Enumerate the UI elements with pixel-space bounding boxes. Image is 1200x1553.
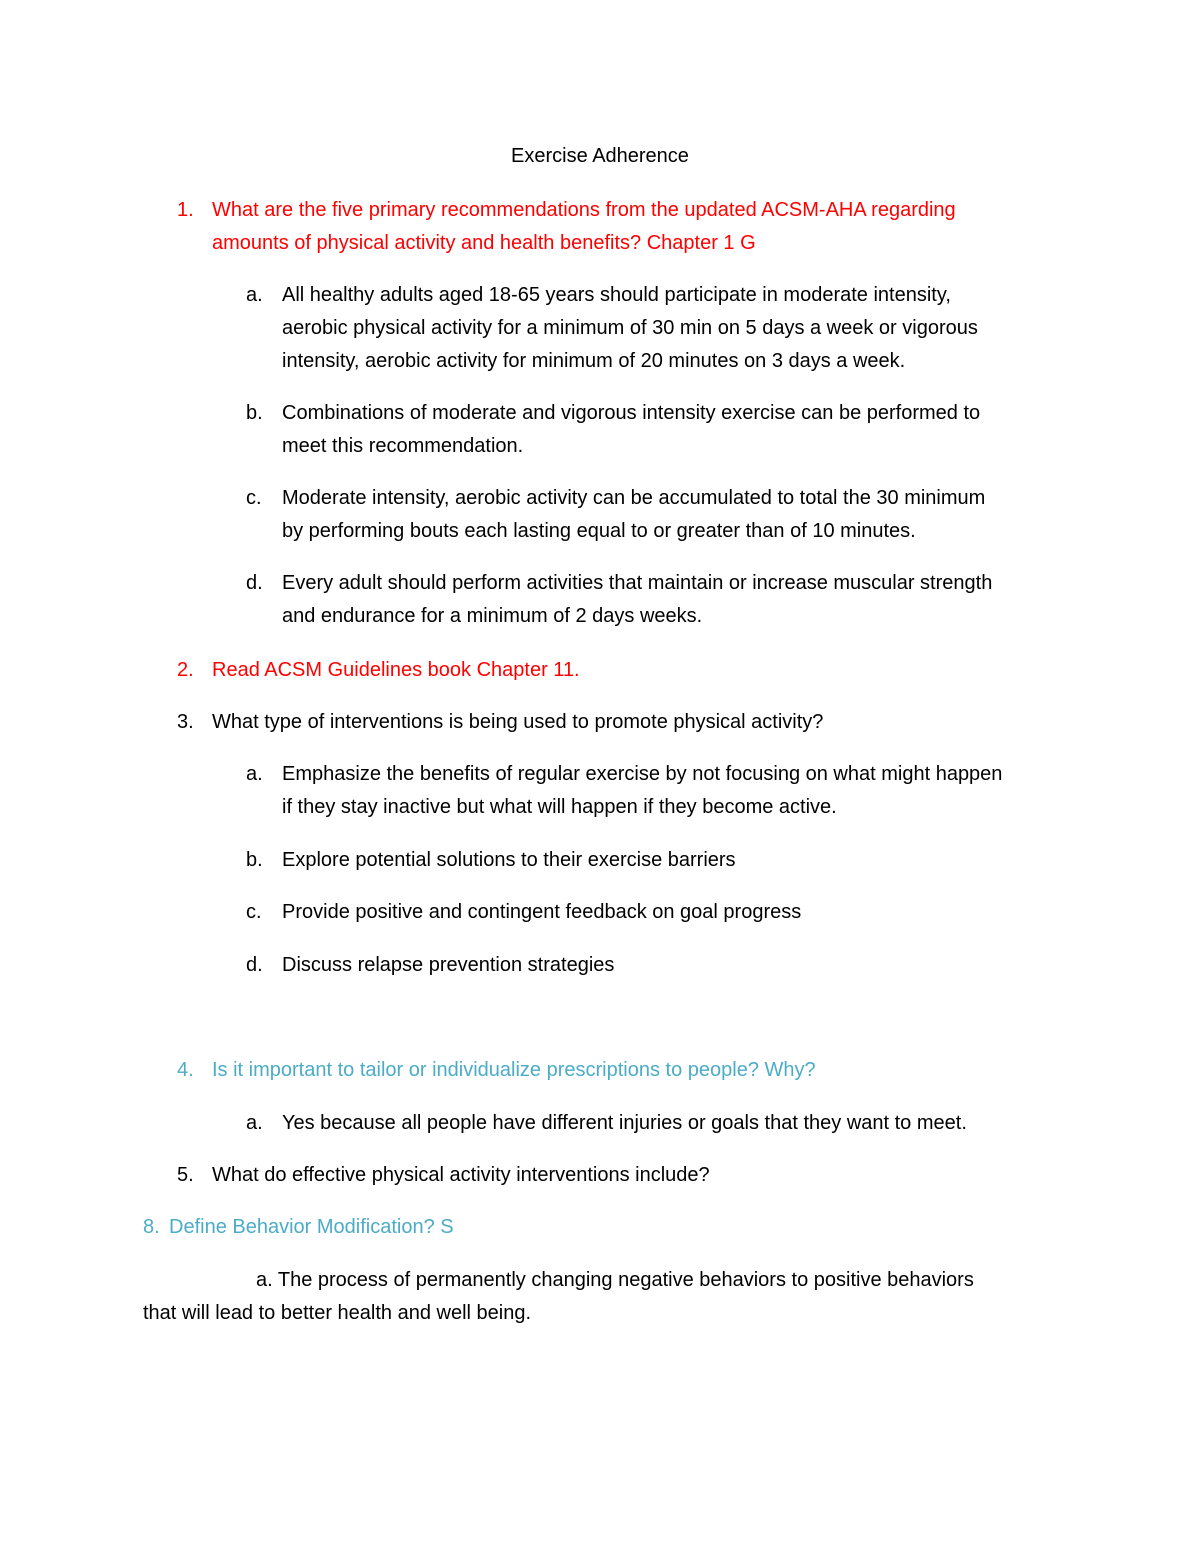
answer-text-line: meet this recommendation. — [282, 435, 524, 457]
answer-text-line: by performing bouts each lasting equal to or greater than of 10 minutes. — [282, 520, 916, 542]
answer-text-line: Provide positive and contingent feedback on goal progress — [282, 901, 802, 923]
question-text-line: Define Behavior Modification? S — [169, 1216, 454, 1238]
answer-text-line: if they stay inactive but what will happen if they become active. — [282, 796, 837, 818]
answer-letter: a. — [246, 1112, 263, 1134]
answer-text-line: All healthy adults aged 18-65 years should participate in moderate intensity, — [282, 284, 951, 306]
answer-text-line: aerobic physical activity for a minimum of 30 min on 5 days a week or vigorous — [282, 317, 978, 339]
answer-text-line: Moderate intensity, aerobic activity can be accumulated to total the 30 minimum — [282, 487, 986, 509]
question-number: 5. — [177, 1164, 194, 1186]
question-number: 1. — [177, 199, 194, 221]
question-text-line: What do effective physical activity interventions include? — [212, 1164, 710, 1186]
document-title: Exercise Adherence — [511, 145, 689, 167]
answer-letter: b. — [246, 402, 263, 424]
answer-text-line: Combinations of moderate and vigorous intensity exercise can be performed to — [282, 402, 981, 424]
question-number: 8. — [143, 1216, 160, 1238]
question-number: 2. — [177, 659, 194, 681]
answer-letter: c. — [246, 487, 262, 509]
question-text-line: What type of interventions is being used to promote physical activity? — [212, 711, 824, 733]
question-text-line: Is it important to tailor or individualize prescriptions to people? Why? — [212, 1059, 816, 1081]
answer-text-line: Explore potential solutions to their exercise barriers — [282, 849, 736, 871]
answer-text-line: Yes because all people have different injuries or goals that they want to meet. — [282, 1112, 967, 1134]
answer-text-line: Emphasize the benefits of regular exercise by not focusing on what might happen — [282, 763, 1003, 785]
question-text-line: What are the five primary recommendations from the updated ACSM-AHA regarding — [212, 199, 956, 221]
answer-letter: d. — [246, 954, 263, 976]
answer-text-line: a. The process of permanently changing negative behaviors to positive behaviors — [256, 1269, 974, 1291]
answer-letter: b. — [246, 849, 263, 871]
answer-text-line: Discuss relapse prevention strategies — [282, 954, 615, 976]
answer-text-line: that will lead to better health and well being. — [143, 1302, 532, 1324]
question-number: 4. — [177, 1059, 194, 1081]
answer-text-line: Every adult should perform activities that maintain or increase muscular strength — [282, 572, 993, 594]
answer-letter: d. — [246, 572, 263, 594]
answer-letter: a. — [246, 284, 263, 306]
answer-letter: a. — [246, 763, 263, 785]
answer-letter: c. — [246, 901, 262, 923]
question-text-line: amounts of physical activity and health benefits? Chapter 1 G — [212, 232, 756, 254]
answer-text-line: intensity, aerobic activity for minimum of 20 minutes on 3 days a week. — [282, 350, 906, 372]
answer-text-line: and endurance for a minimum of 2 days weeks. — [282, 605, 703, 627]
question-number: 3. — [177, 711, 194, 733]
question-text-line: Read ACSM Guidelines book Chapter 11. — [212, 659, 580, 681]
